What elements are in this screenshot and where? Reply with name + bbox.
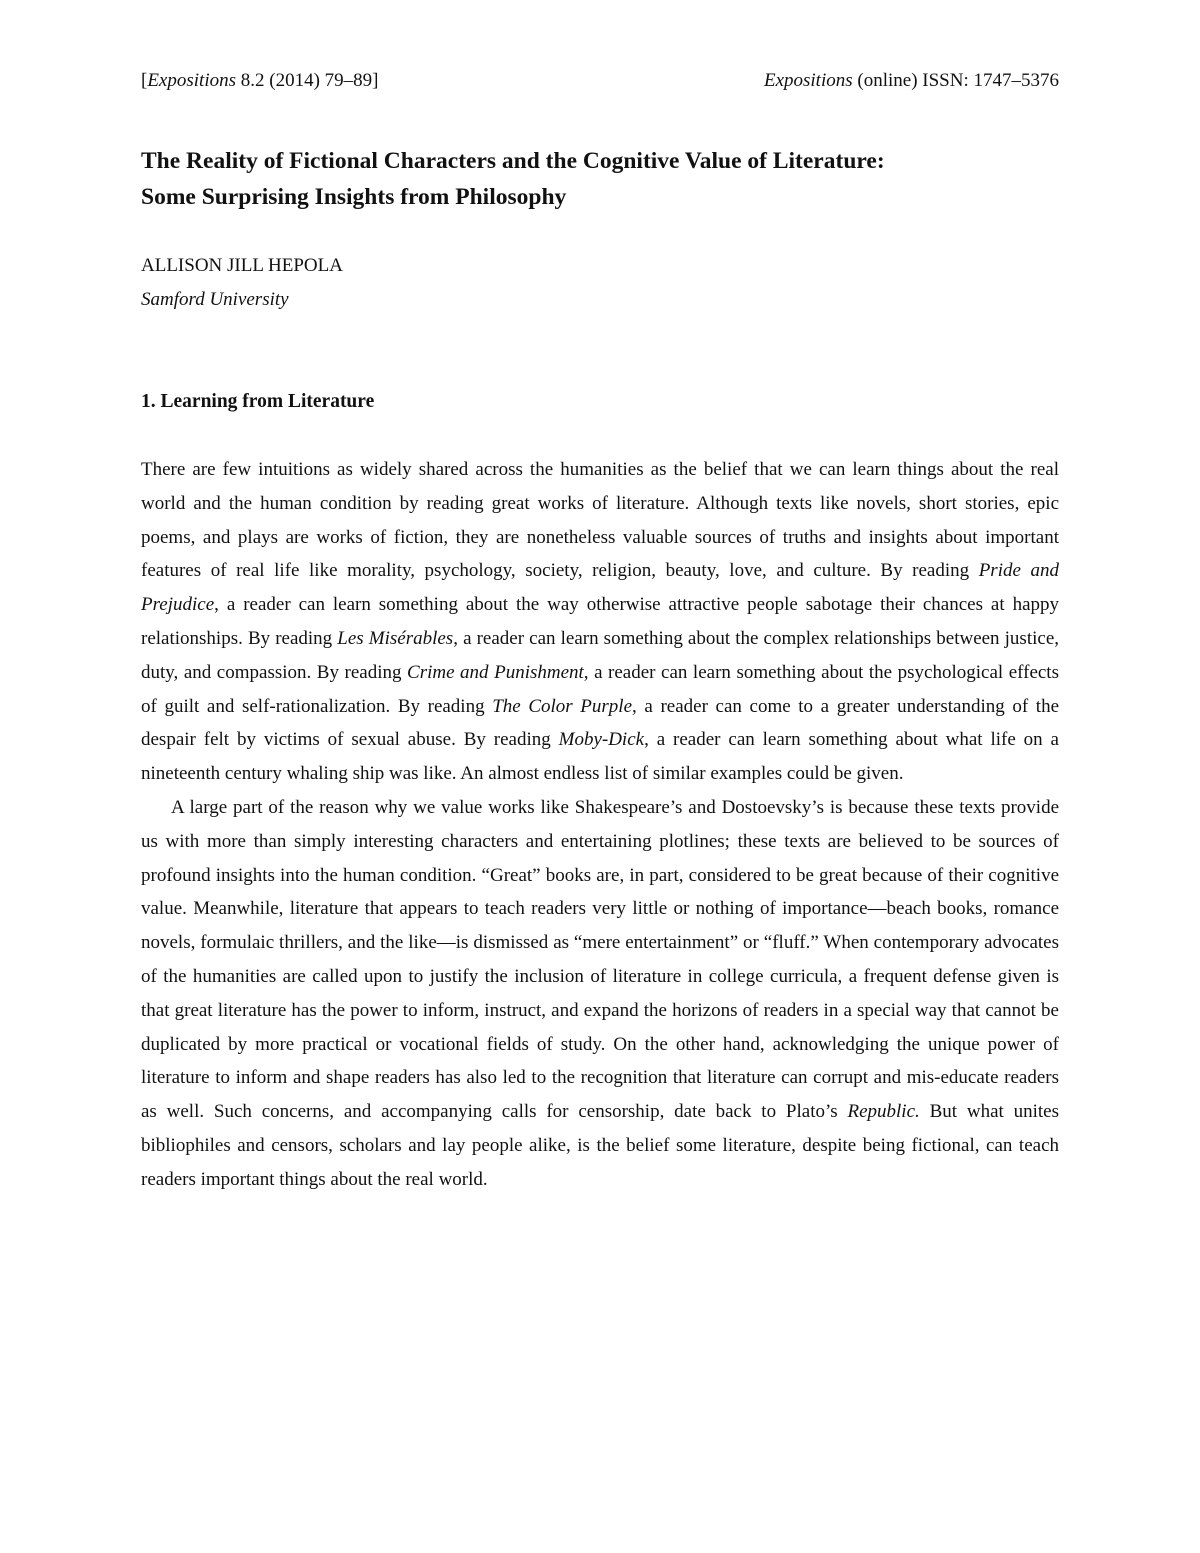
body-text <box>141 453 1059 1197</box>
section-heading: 1. Learning from Literature <box>141 391 375 412</box>
paragraph-1: There are few intuitions as widely shared across the humanities as the belief that we can learn things about the real world and the human condition by reading great works of literature. Although texts like novels, short stories, epic poems, and plays are works of fiction, they are nonetheless valuable sources of truths and insights about important features of real life like morality, psychology, society, religion, beauty, love, and culture. By reading Pride and Prejudice, a reader can learn something about the way otherwise attractive people sabotage their chances at happy relationships. By reading Les Misérables, a reader can learn something about the complex relationships between justice, duty, and compassion. By reading Crime and Punishment, a reader can learn something about the psychological effects of guilt and self-rationalization. By reading The Color Purple, a reader can come to a greater understanding of the despair felt by victims of sexual abuse. By reading Moby-Dick, a reader can learn something about what life on a nineteenth century whaling ship was like. An almost endless list of similar examples could be given. <box>141 459 1060 785</box>
paper-title <box>141 143 1059 215</box>
title-line-1: The Reality of Fictional Characters and the Cognitive Value of Literature: <box>141 148 885 174</box>
journal-name: Expositions <box>763 70 853 91</box>
book-title: Crime and Punishment <box>407 661 584 683</box>
book-title: Pride and Prejudice <box>141 560 1059 616</box>
citation-header: [Expositions 8.2 (2014) 79–89] <box>141 70 379 91</box>
book-title: The Color Purple <box>492 695 633 717</box>
journal-name: Expositions <box>147 70 236 91</box>
book-title: Moby-Dick <box>558 729 645 751</box>
author-affiliation: Samford University <box>141 289 289 310</box>
book-title: Les Misérables <box>337 627 454 649</box>
running-header <box>141 68 1059 94</box>
author-name: ALLISON JILL HEPOLA <box>141 255 343 276</box>
book-title: Republic. <box>847 1101 920 1123</box>
issn-header: Expositions (online) ISSN: 1747–5376 <box>763 70 1059 91</box>
title-line-2: Some Surprising Insights from Philosophy <box>141 184 567 210</box>
paragraph-2: A large part of the reason why we value works like Shakespeare’s and Dostoevsky’s is because these texts provide us with more than simply interesting characters and entertaining plotlines; these texts are believed to be sources of profound insights into the human condition. “Great” books are, in part, considered to be great because of their cognitive value. Meanwhile, literature that appears to teach readers very little or nothing of importance—beach books, romance novels, formulaic thrillers, and the like—is dismissed as “mere entertainment” or “fluff.” When contemporary advocates of the humanities are called upon to justify the inclusion of literature in college curricula, a frequent defense given is that great literature has the power to inform, instruct, and expand the horizons of readers in a special way that cannot be duplicated by more practical or vocational fields of study. On the other hand, acknowledging the unique power of literature to inform and shape readers has also led to the recognition that literature can corrupt and mis-educate readers as well. Such concerns, and accompanying calls for censorship, date back to Plato’s Republic. But what unites bibliophiles and censors, scholars and lay people alike, is the belief some literature, despite being fictional, can teach readers important things about the real world. <box>141 796 1059 1190</box>
